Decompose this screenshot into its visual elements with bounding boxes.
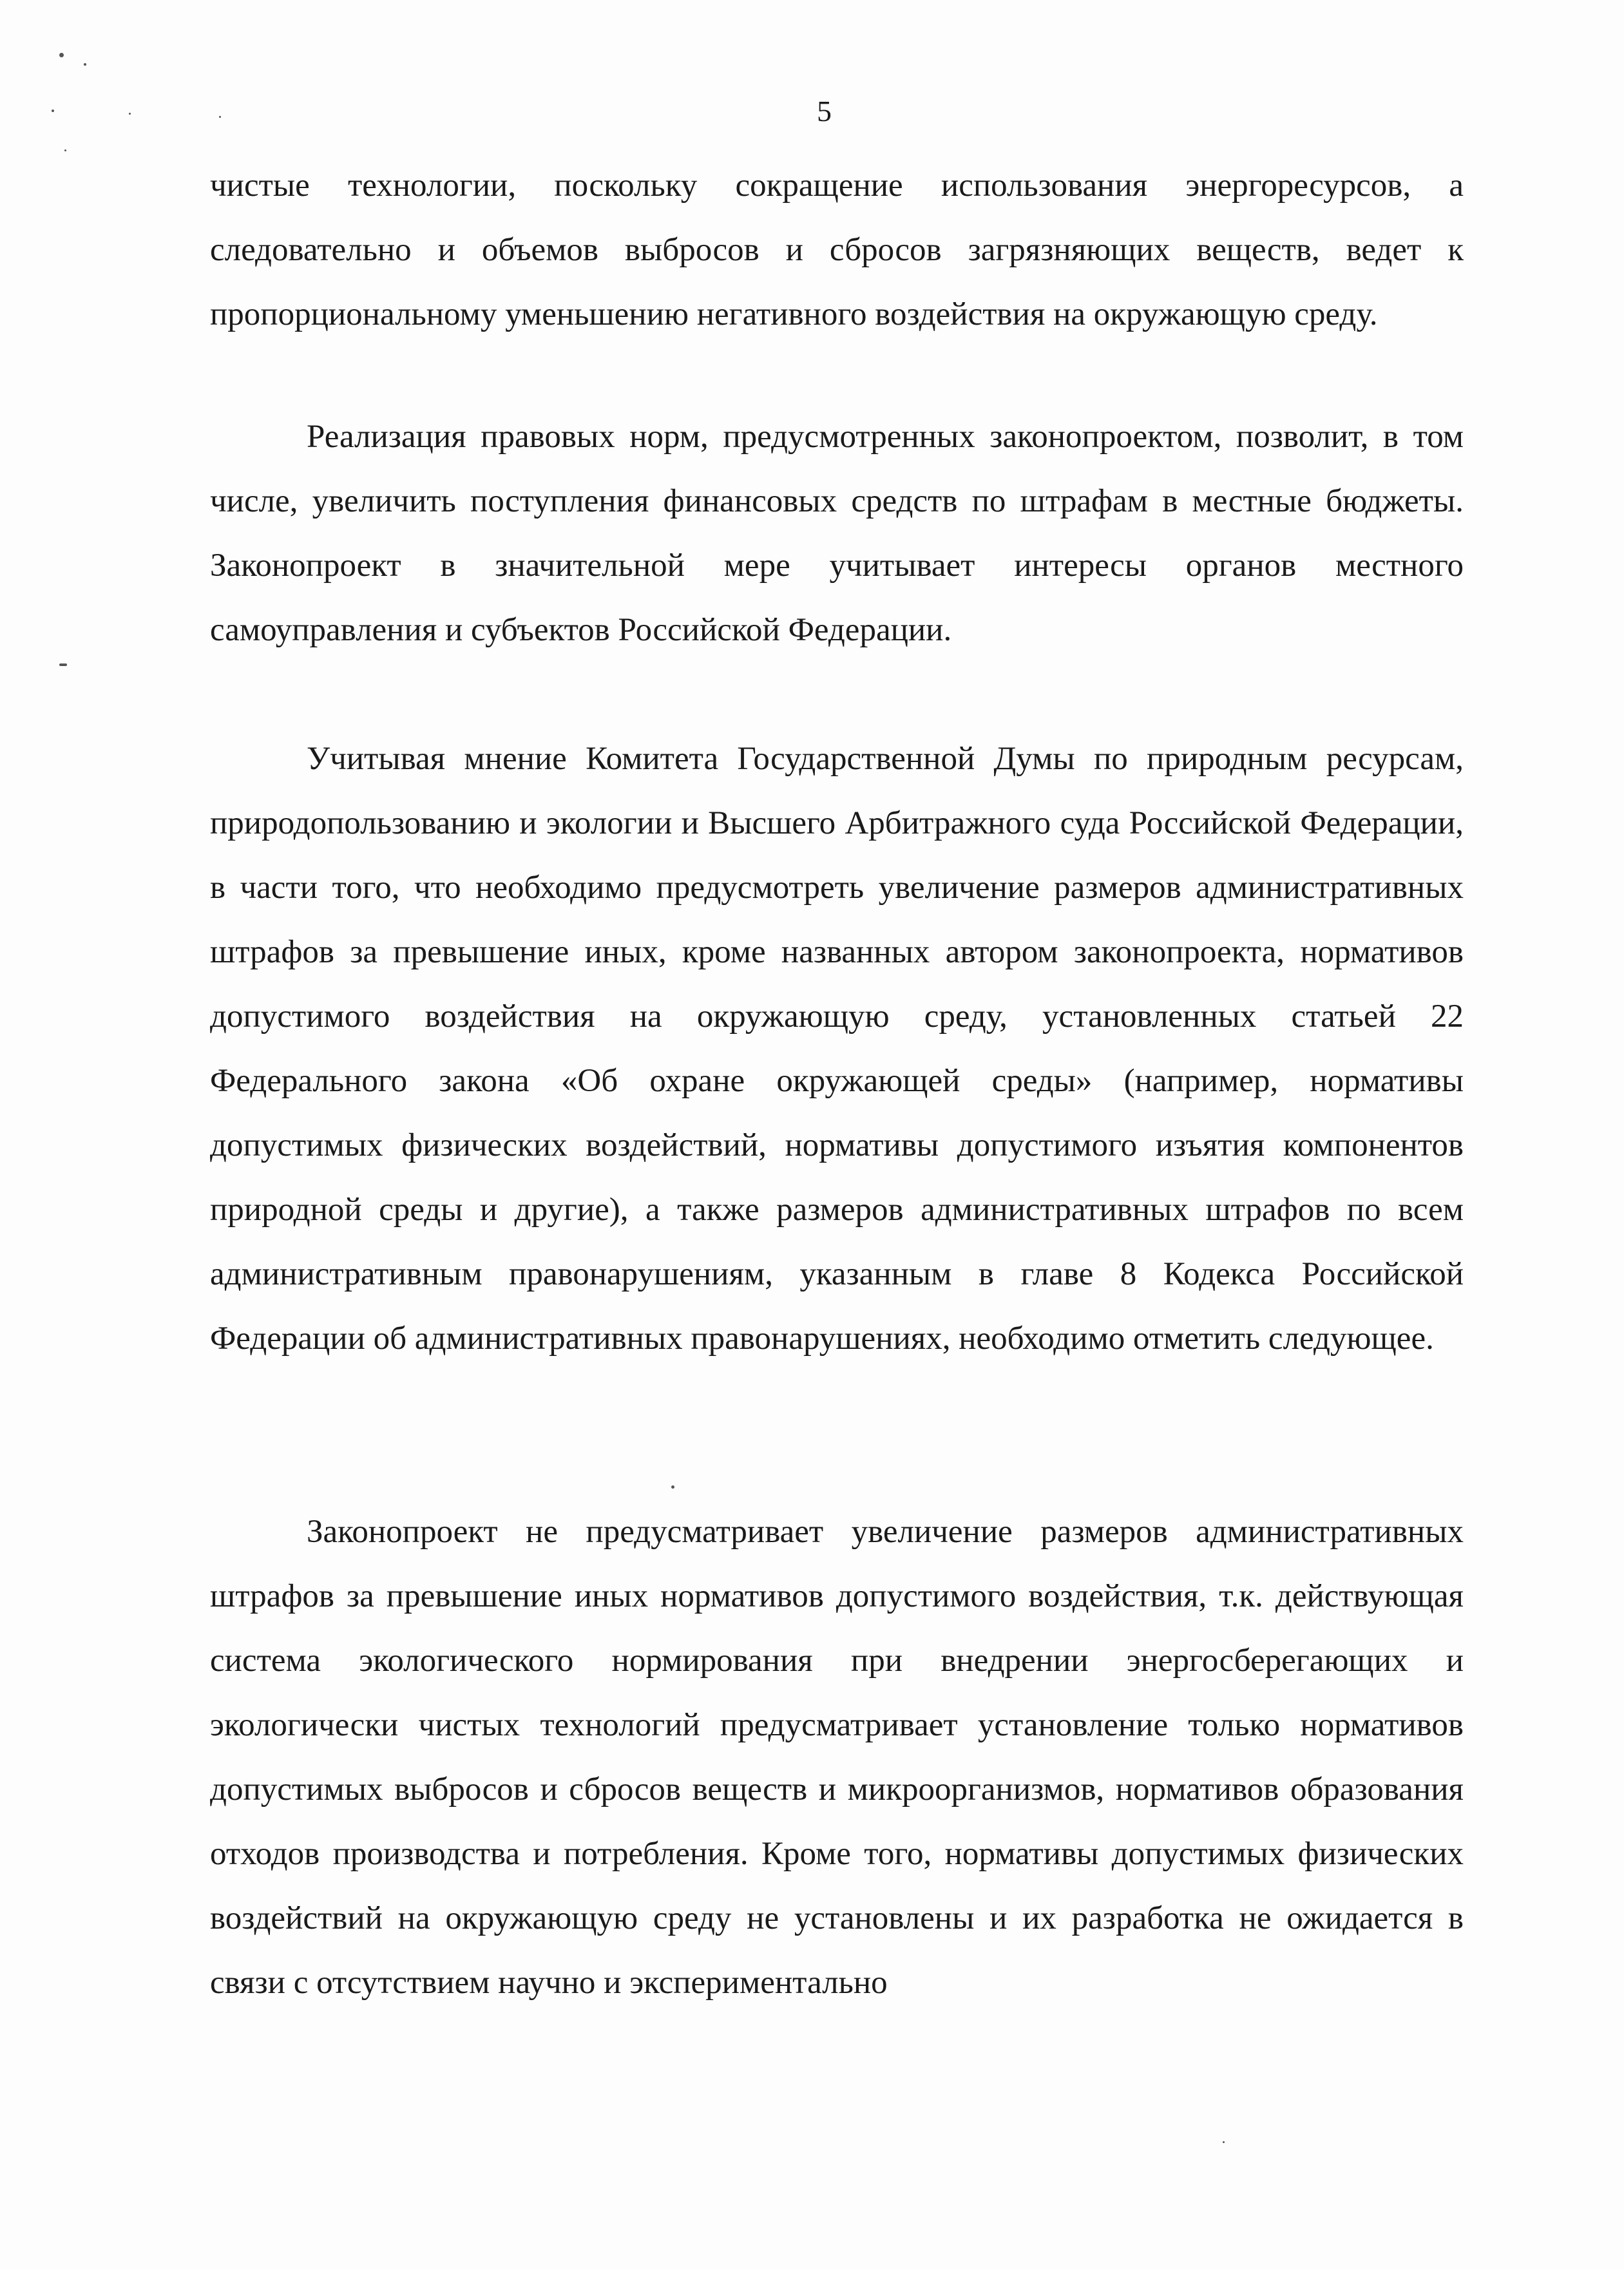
- paragraph: [210, 727, 1464, 1371]
- scan-artifact: [671, 1485, 674, 1489]
- paragraph-text: Реализация правовых норм, предусмотренных законопроектом, позволит, в том числе, увеличить поступления финансовых средств по штрафам в местные бюджеты. Законопроект в значительной мере учитывает интересы органов местного самоуправления и субъектов Российской Федерации.: [210, 419, 1464, 648]
- scan-artifact: [219, 116, 221, 118]
- page-number: 5: [817, 95, 832, 128]
- scan-artifact: [129, 113, 131, 115]
- scan-artifact: [84, 63, 86, 66]
- scan-artifact: [59, 53, 64, 57]
- scan-artifact: [64, 149, 66, 151]
- scan-artifact: [1223, 2141, 1225, 2143]
- paragraph: [210, 1500, 1464, 2015]
- paragraph-text: чистые технологии, поскольку сокращение использования энергоресурсов, а следовательно и объемов выбросов и сбросов загрязняющих веществ, ведет к пропорциональному уменьшению негативного воздействия на окружающую среду.: [210, 167, 1464, 332]
- paragraph-text: Законопроект не предусматривает увеличение размеров административных штрафов за превышение иных нормативов допустимого воздействия, т.к. действующая система экологического нормирования при внедрении энергосберегающих и экологически чистых технологий предусматривает установление только нормативов допустимых выбросов и сбросов веществ и микроорганизмов, нормативов образования отходов производства и потребления. Кроме того, нормативы допустимых физических воздействий на окружающую среду не установлены и их разработка не ожидается в связи с отсутствием научно и экспериментально: [210, 1514, 1464, 2001]
- paragraph: [210, 153, 1464, 347]
- scan-artifact: [52, 110, 54, 112]
- paragraph-text: Учитывая мнение Комитета Государственной Думы по природным ресурсам, природопользованию и экологии и Высшего Арбитражного суда Российской Федерации, в части того, что необходимо предусмотреть увеличение размеров административных штрафов за превышение иных, кроме названных автором законопроекта, нормативов допустимого воздействия на окружающую среду, установленных статьей 22 Федерального закона «Об охране окружающей среды» (например, нормативы допустимых физических воздействий, нормативы допустимого изъятия компонентов природной среды и другие), а также размеров административных штрафов по всем административным правонарушениям, указанным в главе 8 Кодекса Российской Федерации об административных правонарушениях, необходимо отметить следующее.: [210, 741, 1464, 1357]
- paragraph: [210, 405, 1464, 662]
- scan-artifact: [59, 663, 67, 666]
